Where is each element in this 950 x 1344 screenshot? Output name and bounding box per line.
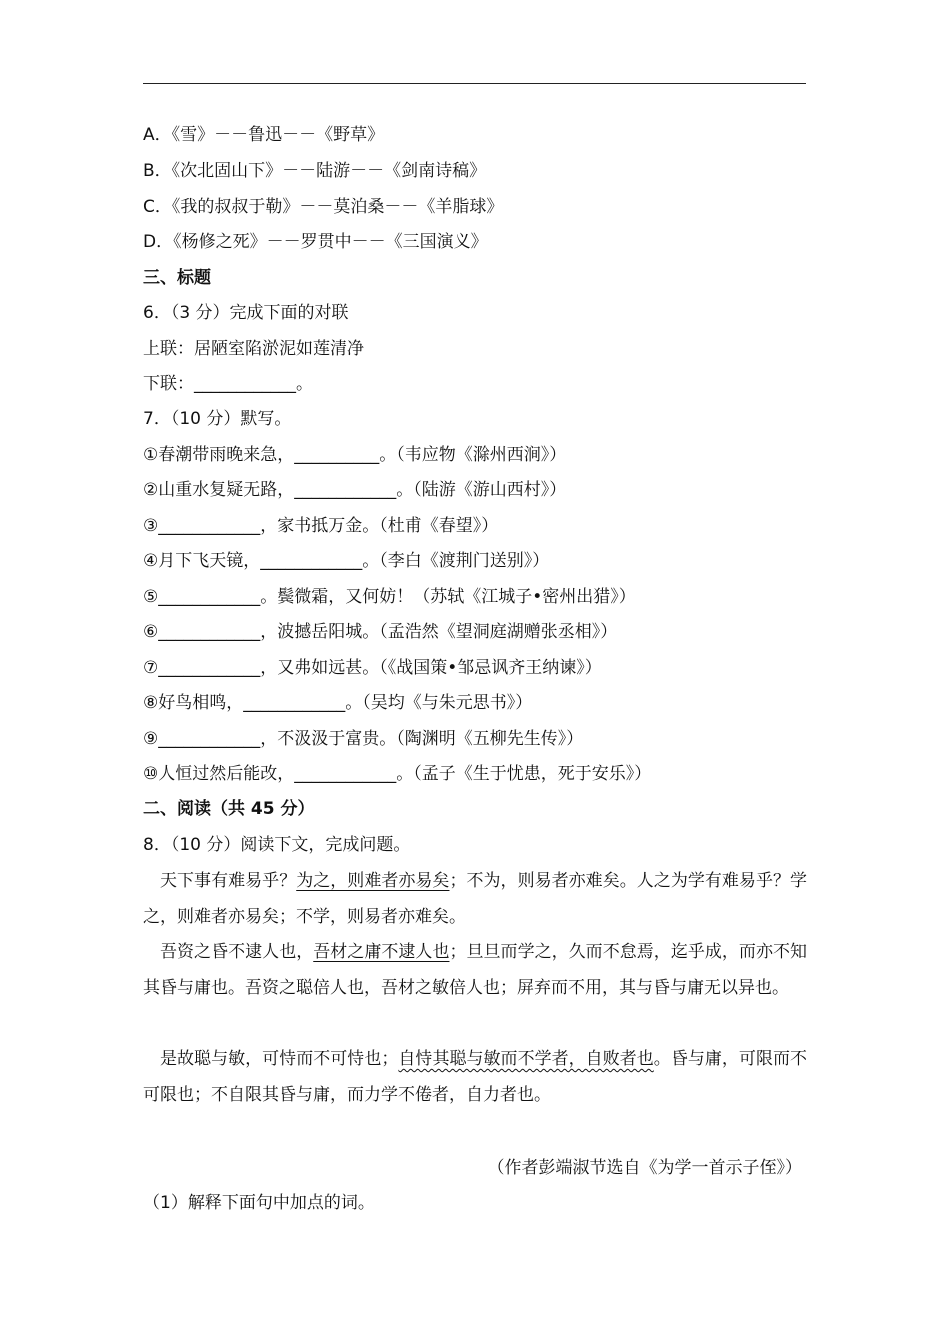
passage-text: 天下事有难易乎？ (160, 871, 297, 891)
passage-paragraph-1 (143, 863, 807, 935)
passage-text: 。昏与庸，可限而不可限也；不自限其昏与庸，而力学不倦者，自力者也。 (143, 1049, 808, 1105)
question-6-title: 6．（3 分）完成下面的对联 (143, 303, 349, 323)
dictation-line: ②山重水复疑无路，____________。（陆游《游山西村》） (143, 480, 567, 500)
dictation-line: ⑨____________，不汲汲于富贵。（陶渊明《五柳先生传》） (143, 729, 584, 749)
underlined-sentence: 为之，则难者亦易矣 (296, 871, 450, 891)
option-b: B．《次北固山下》－－陆游－－《剑南诗稿》 (143, 161, 487, 181)
option-c: C．《我的叔叔于勒》－－莫泊桑－－《羊脂球》 (143, 197, 504, 217)
dictation-line: ⑤____________。鬓微霜，又何妨！（苏轼《江城子•密州出猎》） (143, 587, 636, 607)
dictation-line: ⑧好鸟相鸣，____________。（吴均《与朱元思书》） (143, 693, 533, 713)
dictation-line: ⑥____________，波撼岳阳城。（孟浩然《望洞庭湖赠张丞相》） (143, 622, 618, 642)
passage-source: （作者彭端淑节选自《为学一首示子侄》） (487, 1158, 802, 1178)
wavy-underlined-sentence: 自恃其聪与敏而不学者，自败者也 (398, 1049, 654, 1069)
section-heading-reading: 二、阅读（共 45 分） (143, 799, 315, 819)
question-8-title: 8．（10 分）阅读下文，完成问题。 (143, 835, 411, 855)
passage-text: 是故聪与敏，可恃而不可恃也； (160, 1049, 399, 1069)
dictation-line: ⑦____________，又弗如远甚。（《战国策•邹忌讽齐王纳谏》） (143, 658, 602, 678)
passage-paragraph-2 (143, 934, 807, 1006)
header-rule (143, 83, 806, 84)
passage-text: ；旦旦而学之，久而不怠焉，迄乎成，而亦不知其昏与庸也。吾资之聪倍人也，吾材之敏倍人也；屏弃而不用，其与昏与庸无以异也。 (143, 942, 808, 998)
underlined-sentence: 吾材之庸不逮人也 (313, 942, 450, 962)
option-d: D．《杨修之死》－－罗贯中－－《三国演义》 (143, 232, 488, 252)
couplet-upper: 上联：居陋室陷淤泥如莲清净 (143, 339, 364, 359)
section-heading-titles: 三、标题 (143, 268, 211, 288)
subquestion-1: （1）解释下面句中加点的词。 (143, 1193, 375, 1213)
passage-text: 吾资之昏不逮人也， (160, 942, 314, 962)
option-a: A．《雪》－－鲁迅－－《野草》 (143, 125, 385, 145)
question-7-title: 7．（10 分）默写。 (143, 409, 292, 429)
dictation-line: ⑩人恒过然后能改，____________。（孟子《生于忧患，死于安乐》） (143, 764, 652, 784)
dictation-line: ④月下飞天镜，____________。（李白《渡荆门送别》） (143, 551, 550, 571)
passage-text: ；不为，则易者亦难矣。人之为学有难易乎？学之，则难者亦易矣；不学，则易者亦难矣。 (143, 871, 808, 927)
dictation-line: ③____________，家书抵万金。（杜甫《春望》） (143, 516, 499, 536)
dictation-line: ①春潮带雨晚来急，__________。（韦应物《滁州西涧》） (143, 445, 567, 465)
couplet-lower: 下联：____________。 (143, 374, 313, 394)
passage-paragraph-3 (143, 1041, 807, 1113)
